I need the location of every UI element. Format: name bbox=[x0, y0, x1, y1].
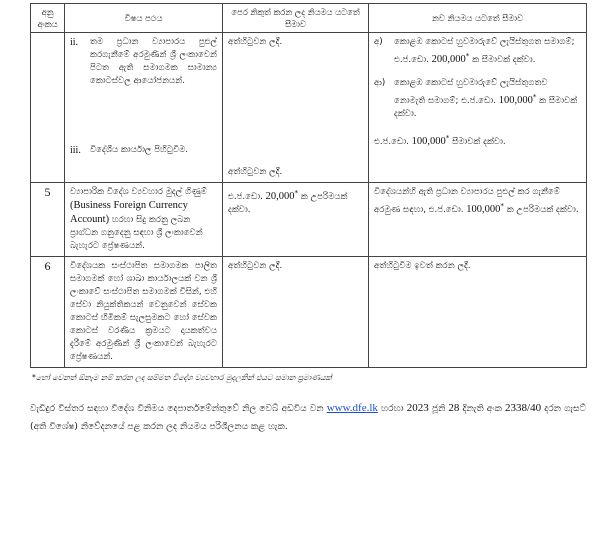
asterisk-mark: * bbox=[294, 188, 299, 197]
previous-limit-cell bbox=[223, 33, 369, 183]
new-limit-b bbox=[374, 77, 581, 121]
table-row bbox=[31, 257, 587, 368]
scope-text: ව්‍යාපාරික විදේශ ව්‍යවහාර මුදල් ගිණුම් bbox=[70, 187, 207, 197]
sub-item-text: විදේශීය කාර්යාල පිහිටුවීම. bbox=[90, 145, 189, 155]
regulation-table bbox=[30, 3, 587, 368]
paragraph-text: දිනැති අංක bbox=[462, 404, 502, 414]
paragraph-text: වැඩිදුර විස්තර සඳහා විදේශ විනිමය දෙපාර්තමේන්තුවේ නිල වෙබ් අඩවිය වන bbox=[30, 404, 324, 414]
serial-number: 6 bbox=[31, 257, 65, 368]
scope-cell bbox=[65, 257, 223, 368]
new-limit-text: සීමාවක් දක්වා. bbox=[452, 136, 506, 147]
previous-limit-iii: අත්හිටුවන ලදී. bbox=[228, 167, 283, 177]
paragraph-year: 2023 bbox=[406, 402, 429, 414]
previous-limit-cell bbox=[223, 257, 369, 368]
new-limit-label: ආ) bbox=[374, 77, 386, 88]
asterisk-mark: * bbox=[500, 201, 504, 210]
header-serial-no: අනු අංකය bbox=[31, 4, 65, 33]
previous-limit-text: එ.ජ.ඩො. bbox=[228, 191, 263, 202]
asterisk-mark: * bbox=[465, 51, 470, 60]
new-limit-text: විදේශයන්හි ඇති ප්‍රධාන ව්‍යාපාරය පුළුල් කර ගැනීමේ අරමුණ සඳහා, එ.ජ.ඩො. bbox=[374, 187, 560, 215]
scope-text: විදේශයක සංස්ථාපිත සමාගමක පාලිත සමාගමක් හෝ ශාඛා කාර්යාලයක් වන ශ්‍රී ලංකාවේ සංස්ථාපිත සමාගමක් විසින්, එහි සේවා නියුක්තිකයන් වෙනුවෙන් සේවක කොටස් හිමිකම් සැලසුමකට හෝ සේවක කොටස් වරණීය ක්‍රමයට දායකත්වය දැරීමේ අරමුණින් ශ්‍රී ලංකාවෙන් බැහැරට ප්‍රේෂණයන්. bbox=[70, 261, 217, 362]
new-limit-text: කොළඹ කොටස් හුවමාරුවේ ලැයිස්තුගත සමාගම්; එ.ජ.ඩො. bbox=[394, 37, 575, 65]
previous-limit-text: අත්හිටුවන ලදී. bbox=[228, 261, 283, 271]
asterisk-mark: * bbox=[532, 91, 537, 101]
sub-item-label: ii. bbox=[70, 37, 79, 48]
asterisk-mark: * bbox=[445, 132, 450, 142]
scope-cell bbox=[65, 33, 223, 183]
new-limit-amount: 200,000 bbox=[431, 53, 466, 65]
paragraph-text: දරන ගැසට් (අති විශේෂ) නිවේදනයේ පළ කරන ලද නියමය පරිශීලනය කළ හැක. bbox=[30, 404, 586, 432]
previous-limit-amount: 20,000 bbox=[265, 190, 295, 202]
table-row bbox=[31, 33, 587, 183]
new-limit-iii bbox=[374, 131, 581, 149]
table-row bbox=[31, 183, 587, 257]
new-limit-amount: 100,000 bbox=[466, 203, 501, 215]
sub-item-iii bbox=[70, 144, 217, 157]
new-limit-text: ක සීමාවක් දක්වා. bbox=[394, 95, 578, 119]
new-limit-label: අ) bbox=[374, 37, 383, 47]
new-limit-amount: 100,000 bbox=[411, 135, 446, 147]
new-limit-text: අත්හිටුවීම ඉවත් කරන ලදී. bbox=[374, 261, 471, 271]
header-scope: විෂය පථය bbox=[65, 4, 223, 33]
previous-limit-ii: අත්හිටුවන ලදී. bbox=[228, 37, 283, 47]
scope-text: හරහා සිදු කරනු ලබන ප්‍රාග්ධන ගනුදෙනු සඳහා ශ්‍රී ලංකාවෙන් බැහැරට ප්‍රේෂණයන්. bbox=[70, 215, 203, 251]
table-footnote: *හෝ වෙනත් ඕනෑම නම් කරන ලද සම්මත විදේශ ව්‍යවහාර මුදලකින් එයට සමාන ප්‍රමාණයක් bbox=[32, 373, 332, 382]
header-previous-limit: පෙර නිකුත් කරන ලද නියමය යටතේ සීමාව bbox=[223, 4, 369, 33]
new-limit-text: කොළඹ කොටස් හුවමාරුවේ ලැයිස්තුගතව නොමැති සමාගම්; එ.ජ.ඩො. bbox=[394, 77, 548, 106]
new-limit-cell bbox=[369, 33, 587, 183]
new-limit-text: එ.ජ.ඩො. bbox=[374, 136, 409, 147]
gazette-number: 2338/40 bbox=[505, 402, 542, 414]
sub-item-ii bbox=[70, 36, 217, 88]
new-limit-cell bbox=[369, 257, 587, 368]
new-limit-a bbox=[374, 36, 581, 67]
header-new-limit: නව නියමය යටතේ සීමාව bbox=[369, 4, 587, 33]
paragraph-text: ජූනි bbox=[431, 404, 446, 414]
previous-limit-text: ක උපරිමයක් දක්වා. bbox=[228, 191, 348, 215]
paragraph-day: 28 bbox=[448, 402, 460, 414]
new-limit-amount: 100,000 bbox=[498, 94, 533, 106]
serial-number: 5 bbox=[31, 183, 65, 257]
document-page bbox=[30, 3, 586, 436]
website-link[interactable]: www.dfe.lk bbox=[326, 402, 378, 414]
serial-cell-empty bbox=[31, 33, 65, 183]
paragraph-text: හරහා bbox=[381, 404, 404, 414]
scope-text-english: (Business Foreign Currency Account) bbox=[70, 200, 188, 225]
table-header-row bbox=[31, 4, 587, 33]
reference-paragraph bbox=[30, 399, 586, 436]
sub-item-text: තම ප්‍රධාන ව්‍යාපාරය පුළුල් කරගැනීමේ අරමුණින් ශ්‍රී ලංකාවෙන් පිටත ඇති සමාගමක සාමාන්‍ය කොටස්වල ආයෝජනයන්. bbox=[90, 37, 217, 86]
scope-cell bbox=[65, 183, 223, 257]
new-limit-cell bbox=[369, 183, 587, 257]
previous-limit-cell bbox=[223, 183, 369, 257]
new-limit-text: ක උපරිමයක් දක්වා. bbox=[506, 204, 579, 215]
new-limit-text: ක සීමාවක් දක්වා. bbox=[472, 54, 536, 65]
sub-item-label: iii. bbox=[70, 145, 81, 156]
